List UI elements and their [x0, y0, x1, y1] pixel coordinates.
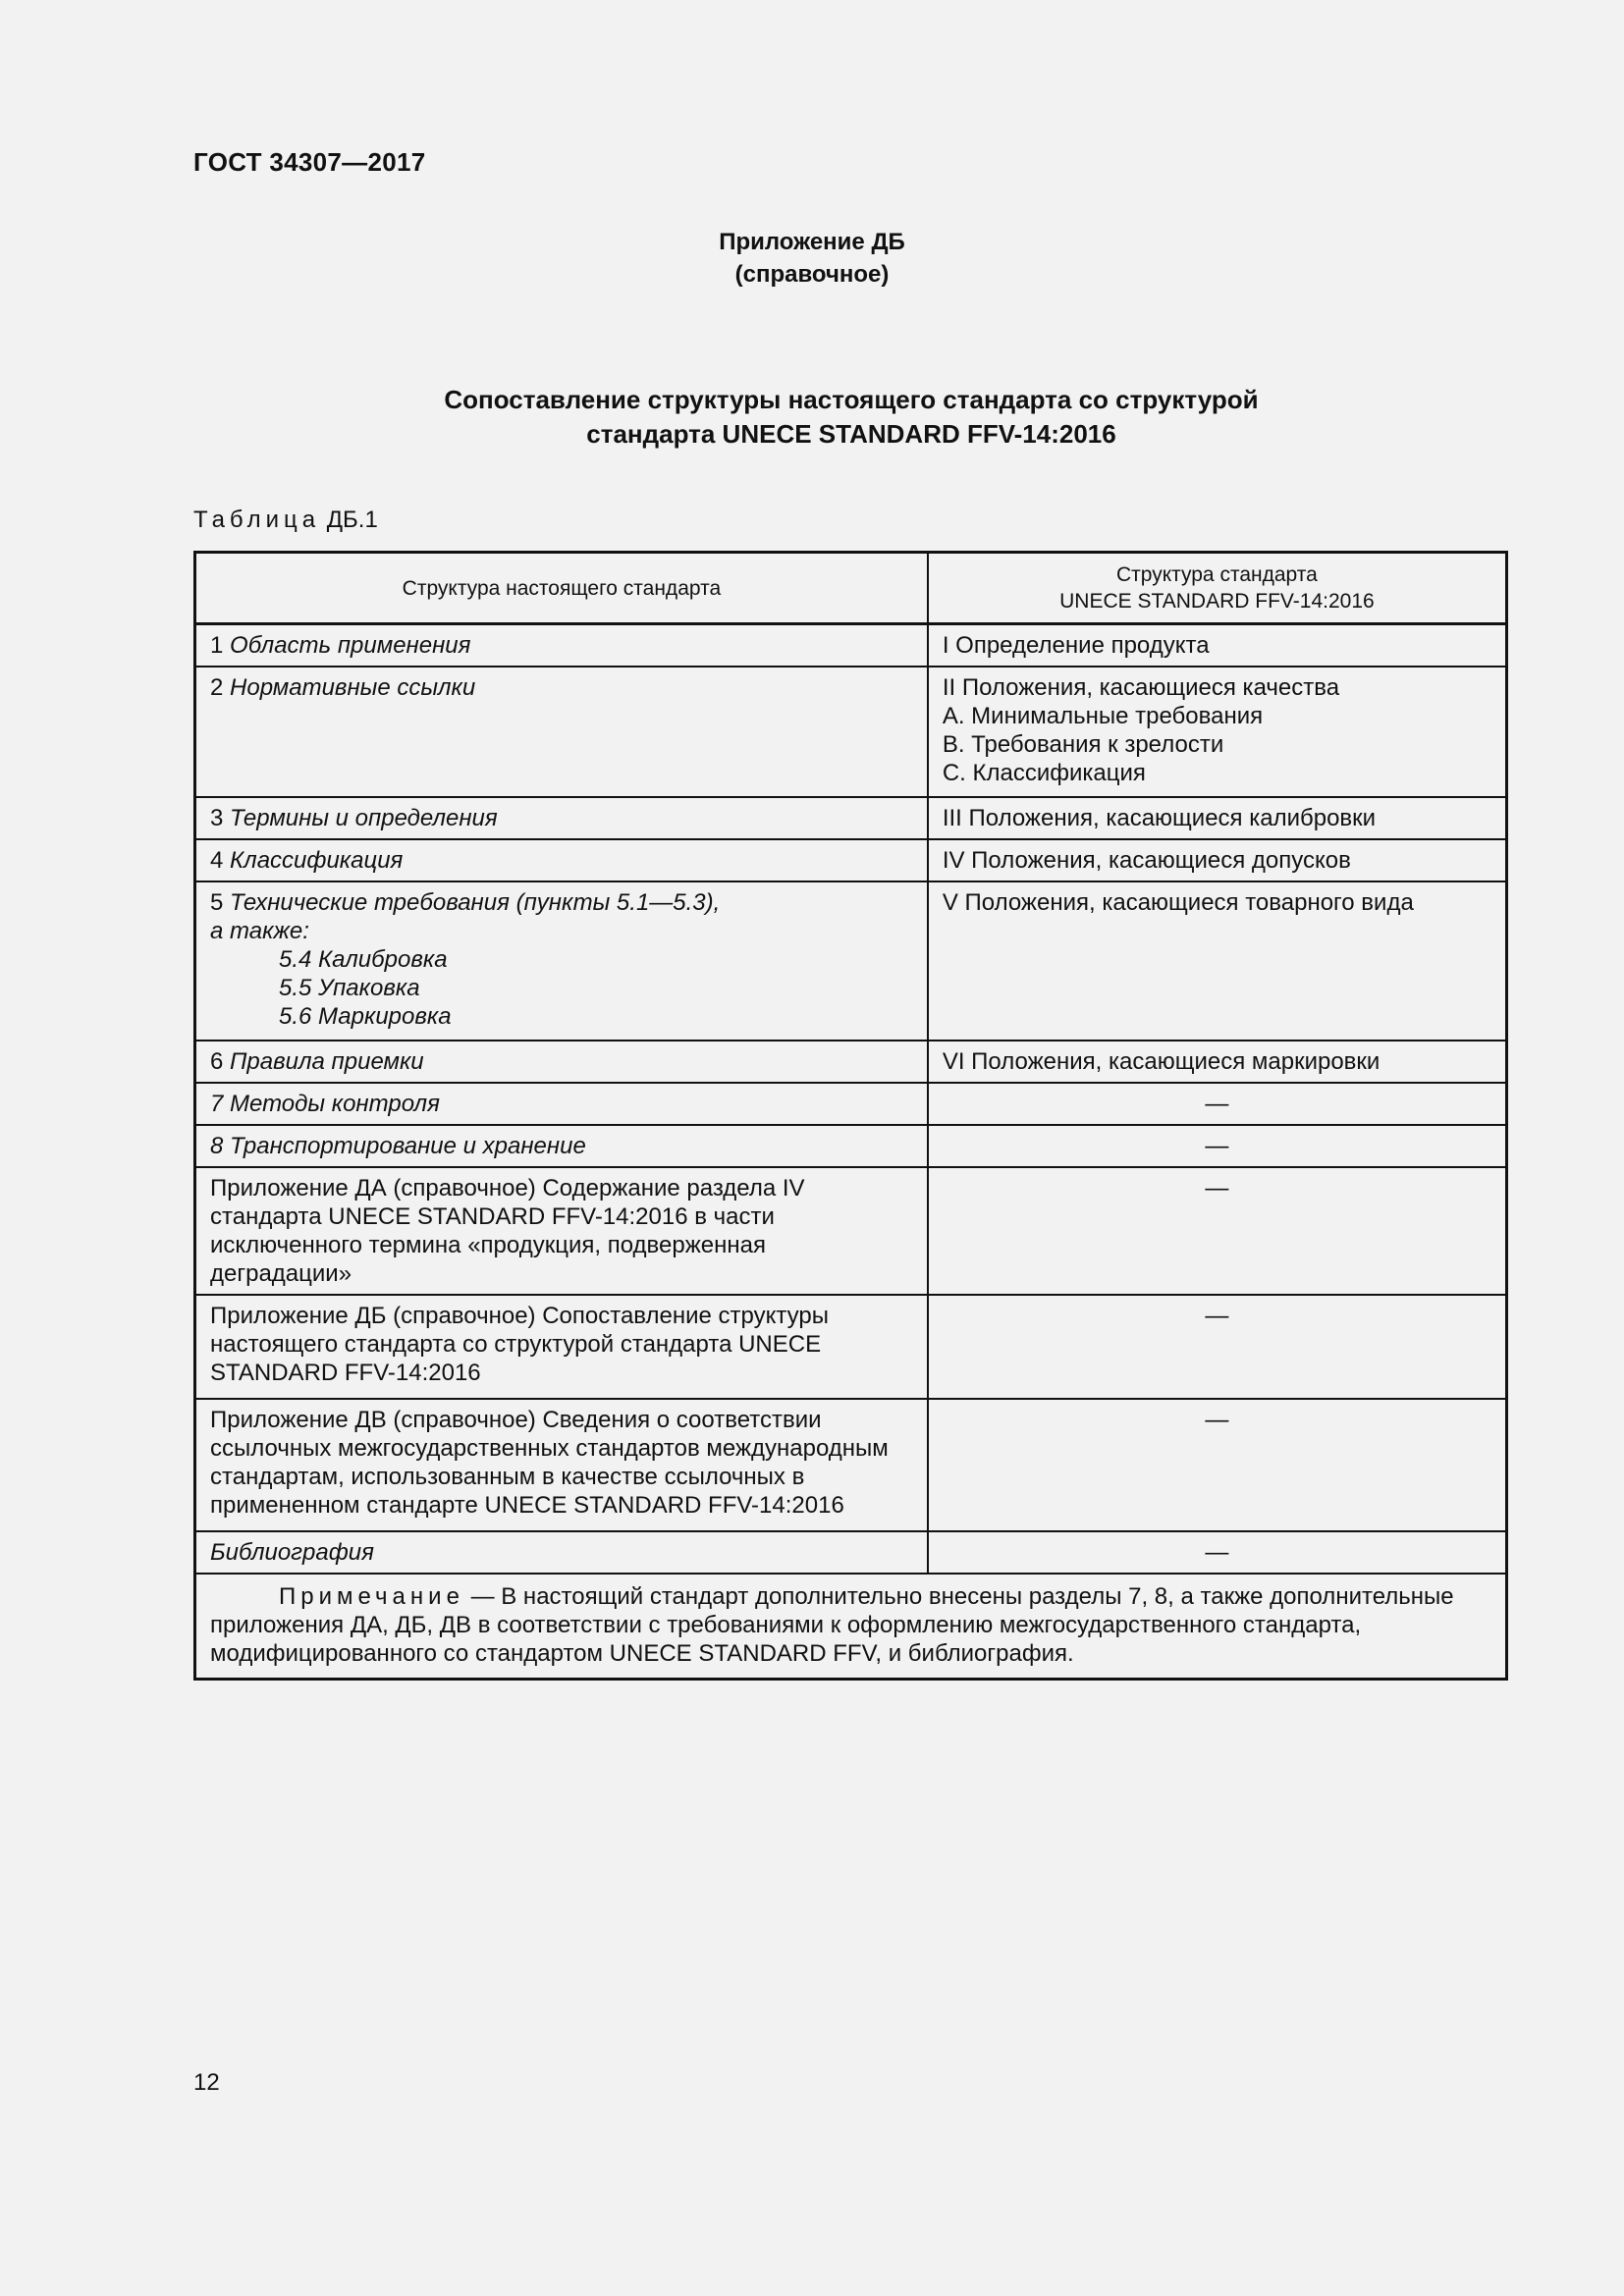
left-cell: Приложение ДА (справочное) Содержание раздела IV стандарта UNECE STANDARD FFV-14:2016 в части исключенного термина «продукция, подверженная деградации»	[195, 1167, 928, 1295]
table-row	[195, 1531, 1507, 1574]
right-line: В. Требования к зрелости	[942, 731, 1224, 758]
annex-heading-line2: стандарта UNECE STANDARD FFV-14:2016	[586, 419, 1116, 449]
row-number: 1	[210, 632, 224, 659]
right-line: А. Минимальные требования	[942, 703, 1264, 729]
left-cell	[195, 797, 928, 839]
table-row	[195, 1041, 1507, 1083]
left-cell: Библиография	[195, 1531, 928, 1574]
left-cell: Приложение ДБ (справочное) Сопоставление структуры настоящего стандарта со структурой стандарта UNECE STANDARD FFV-14:2016	[195, 1295, 928, 1399]
table-row	[195, 881, 1507, 1041]
annex-title: Приложение ДБ	[719, 229, 905, 255]
left-cell: Приложение ДВ (справочное) Сведения о соответствии ссылочных межгосударственных стандартов международным стандартам, использованным в качестве ссылочных в примененном стандарте UNECE STANDARD FFV-14:2016	[195, 1399, 928, 1531]
page-number: 12	[193, 2069, 220, 2096]
left-line: 5.6 Маркировка	[279, 1003, 452, 1030]
row-number: 6	[210, 1048, 224, 1075]
table-caption-label: Таблица	[193, 507, 321, 533]
comparison-table	[193, 551, 1508, 1681]
left-line: а также:	[210, 918, 309, 944]
left-cell	[195, 667, 928, 797]
row-left-text: Правила приемки	[230, 1048, 424, 1075]
annex-heading	[0, 383, 1624, 452]
right-cell: —	[928, 1399, 1507, 1531]
table-row	[195, 624, 1507, 667]
left-cell	[195, 1041, 928, 1083]
right-cell	[928, 667, 1507, 797]
row-number: 4	[210, 847, 224, 874]
document-code: ГОСТ 34307—2017	[193, 147, 426, 177]
row-left-text: Классификация	[230, 847, 404, 874]
right-cell: V Положения, касающиеся товарного вида	[928, 881, 1507, 1041]
col1-header: Структура настоящего стандарта	[195, 553, 928, 624]
left-line: 5.5 Упаковка	[279, 975, 420, 1001]
table-row	[195, 797, 1507, 839]
table-row	[195, 1295, 1507, 1399]
note-label: Примечание	[279, 1583, 464, 1610]
note-text: — В настоящий стандарт дополнительно внесены разделы 7, 8, а также дополнительные приложения ДА, ДБ, ДВ в соответствии с требованиями к оформлению межгосударственного стандарта, модифицированного со стандартом UNECE STANDARD FFV, и библиография.	[210, 1583, 1454, 1667]
right-cell: —	[928, 1083, 1507, 1125]
right-line: II Положения, касающиеся качества	[942, 674, 1340, 701]
col2-header-line2: UNECE STANDARD FFV-14:2016	[1059, 590, 1375, 613]
left-cell: 7 Методы контроля	[195, 1083, 928, 1125]
row-left-text: Нормативные ссылки	[230, 674, 476, 701]
row-number: 5	[210, 889, 224, 916]
left-cell	[195, 881, 928, 1041]
table-row	[195, 839, 1507, 881]
row-number: 2	[210, 674, 224, 701]
table-note	[195, 1574, 1507, 1680]
table-row	[195, 1125, 1507, 1167]
table-row	[195, 1399, 1507, 1531]
row-number: 3	[210, 805, 224, 831]
left-cell	[195, 624, 928, 667]
right-cell: —	[928, 1125, 1507, 1167]
table-row	[195, 1167, 1507, 1295]
col2-header-line1: Структура стандарта	[1115, 563, 1318, 586]
table-caption-number: ДБ.1	[326, 507, 378, 533]
left-line: 5.4 Калибровка	[279, 946, 448, 973]
right-cell: —	[928, 1295, 1507, 1399]
right-cell: —	[928, 1531, 1507, 1574]
right-line: С. Классификация	[942, 760, 1146, 786]
right-cell: I Определение продукта	[928, 624, 1507, 667]
table-note-row	[195, 1574, 1507, 1680]
table-caption	[193, 507, 378, 534]
left-cell: 8 Транспортирование и хранение	[195, 1125, 928, 1167]
row-left-text: Технические требования (пункты 5.1—5.3),	[230, 889, 721, 916]
annex-kind: (справочное)	[734, 261, 890, 288]
row-left-text: Область применения	[230, 632, 471, 659]
row-left-text: Термины и определения	[230, 805, 498, 831]
right-cell: VI Положения, касающиеся маркировки	[928, 1041, 1507, 1083]
left-cell	[195, 839, 928, 881]
table-row	[195, 667, 1507, 797]
col2-header	[928, 553, 1507, 624]
right-cell: IV Положения, касающиеся допусков	[928, 839, 1507, 881]
table-header-row	[195, 553, 1507, 624]
annex-header	[0, 226, 1624, 291]
annex-heading-line1: Сопоставление структуры настоящего стандарта со структурой	[444, 385, 1259, 414]
right-cell: III Положения, касающиеся калибровки	[928, 797, 1507, 839]
right-cell: —	[928, 1167, 1507, 1295]
table-row	[195, 1083, 1507, 1125]
